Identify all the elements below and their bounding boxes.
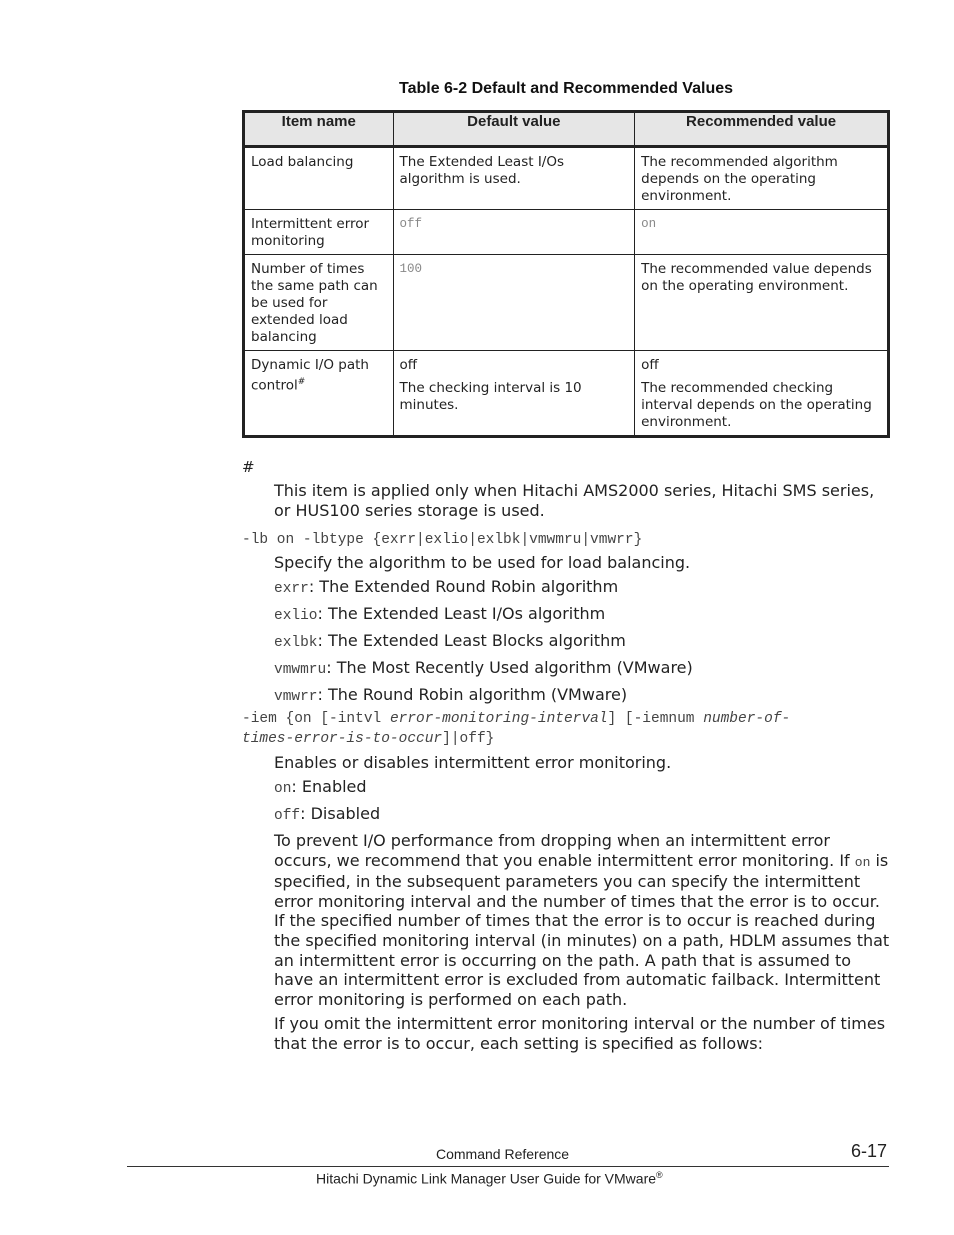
iem-description: Enables or disables intermittent error monitoring.: [274, 753, 672, 772]
syntax-part: ] [-iemnum: [607, 711, 704, 727]
footer-book-title: [316, 1170, 663, 1187]
recommended-value: off: [641, 357, 659, 373]
cell-recommended: The recommended algorithm depends on the operating environment.: [635, 147, 889, 210]
cell-default: off: [393, 210, 635, 255]
option-text: : The Round Robin algorithm (VMware): [317, 685, 628, 704]
option-text: : Disabled: [300, 804, 381, 823]
table-row: [244, 147, 889, 210]
cell-default: The Extended Least I/Os algorithm is used.: [393, 147, 635, 210]
iem-syntax: [242, 709, 892, 749]
table-caption: Table 6-2 Default and Recommended Values: [398, 80, 734, 97]
option-code: vmwmru: [274, 662, 327, 678]
footnote-text: This item is applied only when Hitachi AMS2000 series, Hitachi SMS series, or HUS100 series storage is used.: [274, 481, 875, 520]
table-row: [244, 255, 889, 351]
page-number: 6-17: [851, 1141, 888, 1161]
recommended-note: The recommended checking interval depends on the operating environment.: [641, 380, 872, 430]
iem-section: [242, 709, 892, 1054]
table-row: [244, 351, 889, 437]
footnote-ref: #: [297, 377, 306, 387]
iem-options: [274, 777, 892, 826]
list-item: [274, 804, 892, 826]
option-text: : The Extended Round Robin algorithm: [308, 577, 619, 596]
footer-section-title: Command Reference: [436, 1146, 570, 1162]
list-item: [274, 577, 892, 599]
cell-item: Number of times the same path can be used for extended load balancing: [244, 255, 394, 351]
cell-default: [393, 351, 635, 437]
item-label: Dynamic I/O path control: [251, 357, 369, 394]
syntax-param: error-monitoring-interval: [389, 711, 608, 727]
syntax-part: -iem {on [-intvl: [242, 711, 390, 727]
option-code: exlbk: [274, 635, 318, 651]
paragraph-text: To prevent I/O performance from dropping when an intermittent error occurs, we recommend that you enable intermittent error monitoring. If: [274, 831, 855, 870]
cell-recommended: The recommended value depends on the operating environment.: [635, 255, 889, 351]
footer-divider: [127, 1166, 889, 1167]
inline-code: on: [854, 854, 871, 870]
paragraph-text: is specified, in the subsequent parameters you can specify the intermittent error monitoring interval and the number of times that the error is to occur. If the specified number of times that the error is to occur is reached during the specified monitoring interval (in minutes) on a path, HDLM assumes that an intermittent error is occurring on the path. A path that is assumed to have an intermittent error is excluded from automatic failback. Intermittent error monitoring is performed on each path.: [274, 850, 890, 1009]
book-title-text: Hitachi Dynamic Link Manager User Guide for VMware: [316, 1170, 657, 1187]
header-default-value: Default value: [393, 112, 635, 147]
iem-paragraph-1: [274, 831, 892, 1009]
default-values-table: [242, 110, 890, 438]
syntax-part: ]|off}: [442, 731, 495, 747]
syntax-param: times-error-is-to-occur: [242, 731, 443, 747]
lb-syntax: -lb on -lbtype {exrr|exlio|exlbk|vmwmru|vmwrr}: [242, 532, 643, 548]
option-code: vmwrr: [274, 689, 318, 705]
cell-item: Load balancing: [244, 147, 394, 210]
default-value: off: [399, 357, 418, 373]
registered-mark: ®: [656, 1170, 663, 1180]
cell-recommended: [635, 351, 889, 437]
table-header-row: [244, 112, 889, 147]
header-item-name: Item name: [244, 112, 394, 147]
list-item: [274, 604, 892, 626]
iem-paragraph-2: If you omit the intermittent error monitoring interval or the number of times that the error is to occur, each setting is specified as follows:: [274, 1014, 886, 1053]
syntax-param: number-of-: [703, 711, 791, 727]
option-text: : The Extended Least I/Os algorithm: [317, 604, 606, 623]
lb-description: Specify the algorithm to be used for load balancing.: [274, 553, 691, 572]
list-item: [274, 631, 892, 653]
header-recommended-value: Recommended value: [635, 112, 889, 147]
footnote: [242, 457, 892, 521]
list-item: [274, 658, 892, 680]
default-note: The checking interval is 10 minutes.: [399, 380, 582, 413]
option-code: exlio: [274, 608, 318, 624]
option-text: : The Extended Least Blocks algorithm: [317, 631, 626, 650]
option-code: off: [274, 808, 301, 824]
option-text: : The Most Recently Used algorithm (VMware): [326, 658, 693, 677]
cell-default: 100: [393, 255, 635, 351]
lb-section: [242, 530, 892, 707]
list-item: [274, 685, 892, 707]
option-text: : Enabled: [291, 777, 367, 796]
footnote-mark: #: [242, 458, 255, 476]
list-item: [274, 777, 892, 799]
cell-item: [244, 351, 394, 437]
option-code: exrr: [274, 581, 309, 597]
option-code: on: [274, 781, 292, 797]
cell-recommended: on: [635, 210, 889, 255]
table-row: [244, 210, 889, 255]
lb-options: [274, 577, 892, 707]
cell-item: Intermittent error monitoring: [244, 210, 394, 255]
